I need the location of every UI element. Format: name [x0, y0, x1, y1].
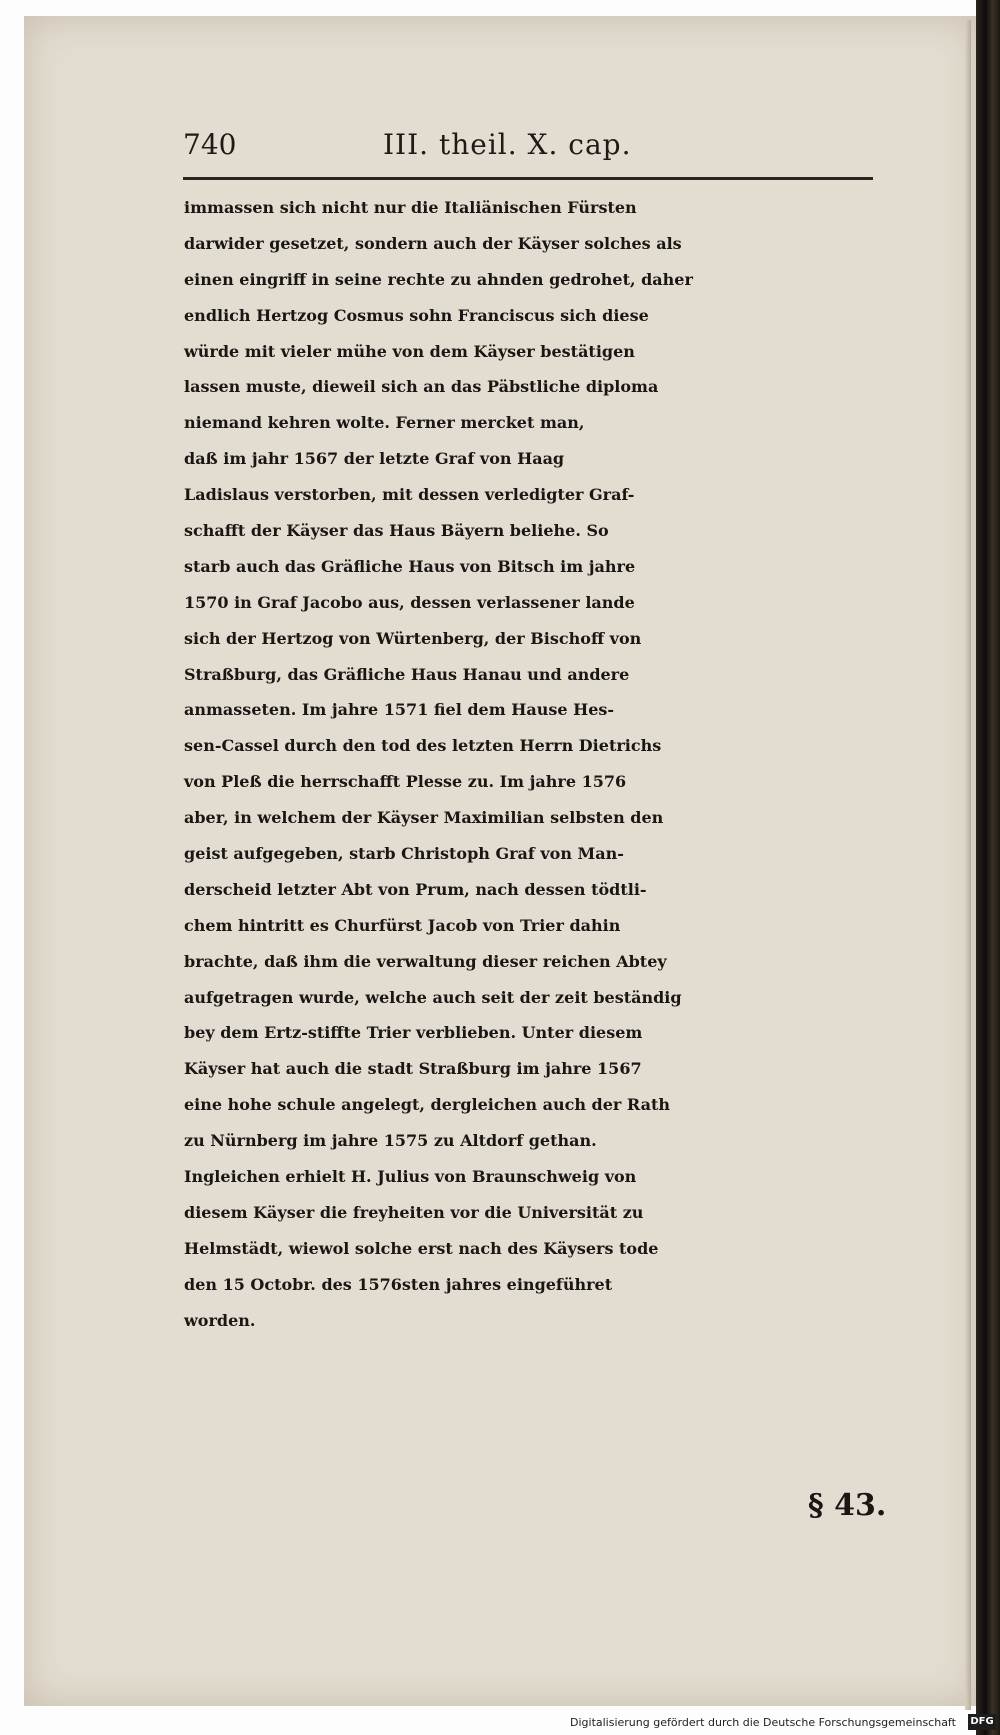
text-line: Helmstädt, wiewol solche erst nach des Käysers tode	[184, 1238, 659, 1258]
text-line: geist aufgegeben, starb Christoph Graf von Man-	[184, 844, 624, 864]
text-line: einen eingriff in seine rechte zu ahnden gedrohet, daher	[184, 269, 693, 289]
text-line: immassen sich nicht nur die Italiänischen Fürsten	[184, 198, 637, 217]
text-line: Straßburg, das Gräfliche Haus Hanau und andere	[184, 664, 630, 684]
text-line: lassen muste, dieweil sich an das Päbstliche diploma	[184, 377, 659, 397]
text-line: diesem Käyser die freyheiten vor die Universität zu	[184, 1202, 644, 1222]
text-line: würde mit vieler mühe von dem Käyser bestätigen	[184, 341, 635, 361]
text-line: brachte, daß ihm die verwaltung dieser reichen Abtey	[184, 951, 667, 971]
text-line: den 15 Octobr. des 1576sten jahres eingeführet	[184, 1274, 613, 1294]
text-line: sich der Hertzog von Würtenberg, der Bischoff von	[184, 628, 642, 648]
text-line: chem hintritt es Churfürst Jacob von Trier dahin	[184, 915, 621, 935]
text-line: aber, in welchem der Käyser Maximilian selbsten den	[184, 808, 664, 828]
header-rule	[183, 177, 873, 180]
page-edge	[965, 20, 971, 1710]
digitization-credit: Digitalisierung gefördert durch die Deutsche Forschungsgemeinschaft	[570, 1716, 956, 1729]
text-line: starb auch das Gräfliche Haus von Bitsch im jahre	[184, 556, 636, 576]
running-head: III. theil. X. cap.	[383, 128, 632, 161]
text-line: zu Nürnberg im jahre 1575 zu Altdorf gethan.	[184, 1131, 597, 1151]
text-line: eine hohe schule angelegt, dergleichen auch der Rath	[184, 1095, 670, 1115]
text-line: niemand kehren wolte. Ferner mercket man,	[184, 413, 585, 433]
text-line: 1570 in Graf Jacobo aus, dessen verlassener lande	[184, 592, 635, 612]
text-line: Käyser hat auch die stadt Straßburg im jahre 1567	[184, 1059, 642, 1079]
book-binding	[976, 0, 1000, 1735]
catchword: § 43.	[808, 1488, 887, 1523]
text-line: worden.	[184, 1310, 256, 1330]
text-line: Ingleichen erhielt H. Julius von Braunschweig von	[184, 1167, 637, 1187]
text-line: darwider gesetzet, sondern auch der Käyser solches als	[184, 233, 682, 253]
text-line: daß im jahr 1567 der letzte Graf von Haag	[184, 449, 565, 469]
text-line: anmasseten. Im jahre 1571 fiel dem Hause Hes-	[184, 700, 615, 720]
text-line: derscheid letzter Abt von Prum, nach dessen tödtli-	[184, 879, 647, 899]
text-line: Ladislaus verstorben, mit dessen verledigter Graf-	[184, 485, 635, 505]
dfg-logo: DFG	[968, 1714, 996, 1730]
text-line: endlich Hertzog Cosmus sohn Franciscus sich diese	[184, 305, 649, 325]
text-line: von Pleß die herrschafft Plesse zu. Im jahre 1576	[184, 772, 627, 792]
text-line: sen-Cassel durch den tod des letzten Herrn Dietrichs	[184, 736, 662, 756]
page-header	[183, 128, 883, 168]
text-line: bey dem Ertz-stiffte Trier verblieben. Unter diesem	[184, 1023, 643, 1043]
text-line: aufgetragen wurde, welche auch seit der zeit beständig	[184, 987, 682, 1007]
text-line: schafft der Käyser das Haus Bäyern beliehe. So	[184, 521, 609, 541]
body-text	[184, 190, 904, 1339]
page-number: 740	[183, 128, 237, 161]
